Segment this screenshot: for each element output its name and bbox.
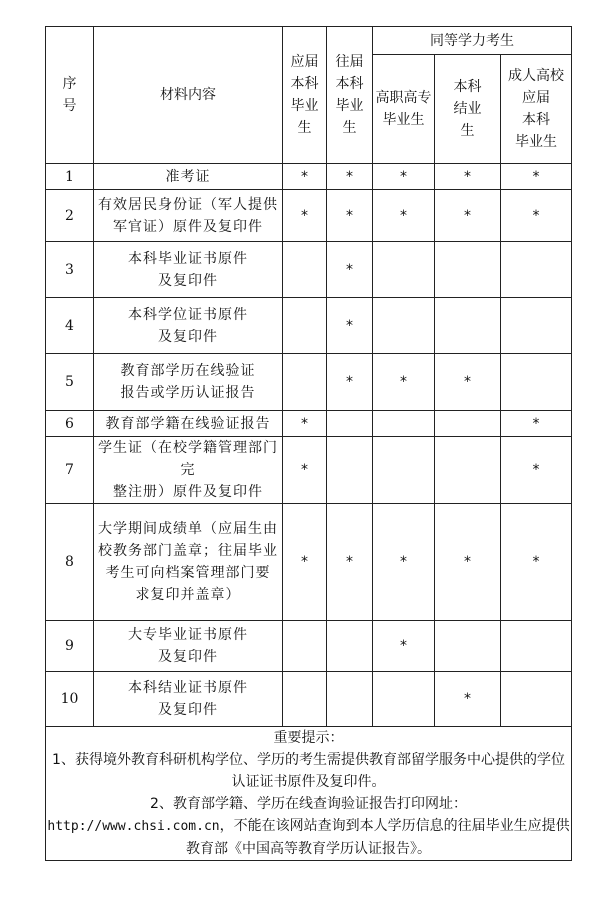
mark-bachelor-completion: [435, 242, 501, 298]
material-line: 军官证）原件及复印件: [113, 218, 263, 235]
mark-past-grad: *: [327, 164, 373, 190]
mark-fresh-grad: [283, 354, 327, 411]
material-line: 及复印件: [158, 328, 218, 345]
material-line: 有效居民身份证（军人提供: [98, 196, 278, 213]
mark-fresh-grad: *: [283, 437, 327, 504]
mark-vocational-grad: *: [373, 164, 435, 190]
header-past-grad: 往届 本科 毕业 生: [327, 27, 373, 164]
material-line: 本科毕业证书原件: [128, 250, 248, 267]
material-line: 报告或学历认证报告: [120, 385, 256, 401]
notes-title: 重要提示：: [273, 730, 344, 746]
mark-adult-grad: [501, 621, 572, 672]
mark-bachelor-completion: *: [435, 504, 501, 621]
mark-vocational-grad: [373, 411, 435, 437]
table-row: [46, 242, 572, 298]
material-line: 大专毕业证书原件: [128, 627, 248, 643]
material-line: 本科结业证书原件: [128, 680, 248, 696]
mark-past-grad: *: [327, 190, 373, 242]
header-equivalent-group: 同等学力考生: [373, 27, 572, 55]
row-number: 3: [46, 242, 94, 298]
table-row: [46, 411, 572, 437]
table-row: [46, 298, 572, 354]
mark-bachelor-completion: [435, 298, 501, 354]
row-number: 1: [46, 164, 94, 190]
note-2-body: http://www.chsi.com.cn，不能在该网站查询到本人学历信息的往届毕业生应提供教育部《中国高等教育学历认证报告》。: [47, 818, 570, 857]
material-cell: [94, 672, 283, 727]
header-adult-grad: 成人高校 应届 本科 毕业生: [501, 55, 572, 164]
mark-past-grad: [327, 672, 373, 727]
material-cell: [94, 242, 283, 298]
mark-adult-grad: *: [501, 411, 572, 437]
mark-past-grad: [327, 411, 373, 437]
mark-adult-grad: [501, 354, 572, 411]
mark-vocational-grad: *: [373, 190, 435, 242]
material-line: 求复印并盖章）: [135, 587, 241, 603]
material-line: 学生证（在校学籍管理部门完: [98, 440, 278, 478]
mark-adult-grad: *: [501, 164, 572, 190]
material-cell: [94, 411, 283, 437]
mark-adult-grad: [501, 242, 572, 298]
table-row: [46, 504, 572, 621]
mark-bachelor-completion: [435, 621, 501, 672]
note-2-label: 2、教育部学籍、学历在线查询验证报告打印网址：: [150, 796, 467, 812]
material-line: 整注册）原件及复印件: [113, 484, 263, 500]
important-notes: [46, 727, 572, 861]
mark-vocational-grad: [373, 672, 435, 727]
material-line: 大学期间成绩单（应届生由: [98, 521, 278, 537]
note-1: 1、获得境外教育科研机构学位、学历的考生需提供教育部留学服务中心提供的学位认证证书原件及复印件。: [52, 752, 565, 790]
mark-adult-grad: [501, 298, 572, 354]
mark-fresh-grad: *: [283, 411, 327, 437]
mark-adult-grad: *: [501, 504, 572, 621]
mark-past-grad: *: [327, 242, 373, 298]
material-line: 校教务部门盖章；往届毕业: [98, 543, 278, 559]
row-number: 8: [46, 504, 94, 621]
header-vocational-grad: 高职高专 毕业生: [373, 55, 435, 164]
material-cell: [94, 354, 283, 411]
mark-vocational-grad: [373, 242, 435, 298]
materials-table: [45, 26, 572, 861]
mark-fresh-grad: [283, 298, 327, 354]
mark-bachelor-completion: [435, 411, 501, 437]
material-line: 及复印件: [158, 649, 218, 665]
header-fresh-grad: 应届 本科 毕业 生: [283, 27, 327, 164]
mark-past-grad: *: [327, 504, 373, 621]
material-cell: [94, 437, 283, 504]
table-row: [46, 672, 572, 727]
mark-past-grad: [327, 437, 373, 504]
mark-past-grad: [327, 621, 373, 672]
material-line: 本科学位证书原件: [128, 306, 248, 323]
mark-fresh-grad: [283, 672, 327, 727]
table-row: [46, 621, 572, 672]
mark-fresh-grad: *: [283, 164, 327, 190]
header-material: 材料内容: [94, 27, 283, 164]
material-cell: [94, 298, 283, 354]
table-row: [46, 164, 572, 190]
mark-vocational-grad: *: [373, 354, 435, 411]
mark-adult-grad: *: [501, 190, 572, 242]
material-line: 准考证: [165, 168, 211, 185]
row-number: 5: [46, 354, 94, 411]
material-line: 考生可向档案管理部门要: [105, 565, 271, 581]
mark-adult-grad: *: [501, 437, 572, 504]
materials-table-body: [46, 164, 572, 727]
header-bachelor-completion: 本科 结业 生: [435, 55, 501, 164]
chsi-link[interactable]: http://www.chsi.com.cn: [47, 819, 220, 834]
material-cell: [94, 621, 283, 672]
table-row: [46, 437, 572, 504]
row-number: 4: [46, 298, 94, 354]
mark-bachelor-completion: *: [435, 354, 501, 411]
row-number: 7: [46, 437, 94, 504]
row-number: 6: [46, 411, 94, 437]
row-number: 10: [46, 672, 94, 727]
mark-bachelor-completion: [435, 437, 501, 504]
table-row: [46, 190, 572, 242]
mark-vocational-grad: [373, 298, 435, 354]
mark-bachelor-completion: *: [435, 672, 501, 727]
material-cell: [94, 164, 283, 190]
material-line: 教育部学籍在线验证报告: [105, 415, 271, 432]
mark-fresh-grad: [283, 621, 327, 672]
mark-fresh-grad: *: [283, 190, 327, 242]
material-line: 教育部学历在线验证: [120, 363, 256, 379]
mark-past-grad: *: [327, 298, 373, 354]
mark-adult-grad: [501, 672, 572, 727]
header-index: 序 号: [46, 27, 94, 164]
mark-vocational-grad: *: [373, 504, 435, 621]
mark-bachelor-completion: *: [435, 164, 501, 190]
row-number: 2: [46, 190, 94, 242]
mark-vocational-grad: [373, 437, 435, 504]
material-line: 及复印件: [158, 272, 218, 289]
table-row: [46, 354, 572, 411]
mark-past-grad: *: [327, 354, 373, 411]
mark-fresh-grad: *: [283, 504, 327, 621]
row-number: 9: [46, 621, 94, 672]
material-cell: [94, 504, 283, 621]
mark-bachelor-completion: *: [435, 190, 501, 242]
material-line: 及复印件: [158, 702, 218, 718]
material-cell: [94, 190, 283, 242]
mark-fresh-grad: [283, 242, 327, 298]
mark-vocational-grad: *: [373, 621, 435, 672]
